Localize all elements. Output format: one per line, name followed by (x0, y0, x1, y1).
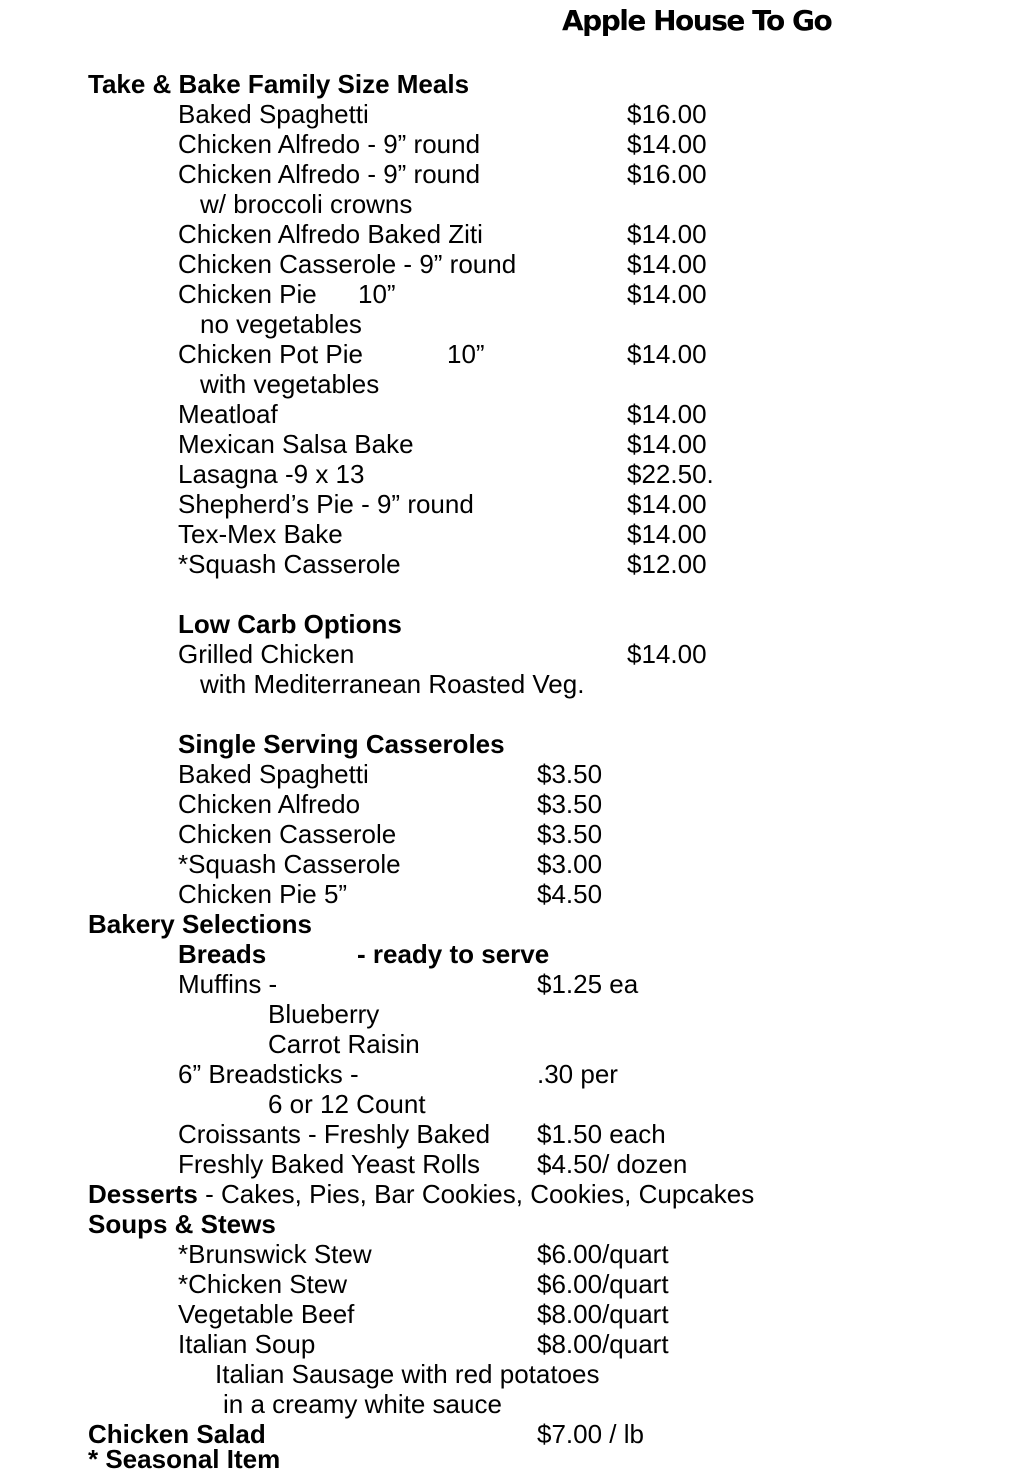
menu-item-price: $4.50/ dozen (537, 1149, 688, 1179)
menu-item-price: $3.00 (537, 849, 603, 879)
menu-item-price: $14.00 (627, 339, 707, 369)
menu-item-name: Chicken Pot Pie (178, 339, 363, 369)
subheading-breads-note: - ready to serve (357, 939, 550, 969)
menu-item-price: $16.00 (627, 159, 707, 189)
menu-item-name: 6” Breadsticks - (178, 1059, 359, 1089)
menu-item-price: $6.00/quart (537, 1239, 669, 1269)
menu-item-price: $8.00/quart (537, 1299, 669, 1329)
page-title: Apple House To Go (562, 4, 832, 37)
muffin-flavor: Blueberry (268, 999, 380, 1029)
menu-item-name: Chicken Alfredo Baked Ziti (178, 219, 483, 249)
section-heading-bakery: Bakery Selections (88, 909, 313, 939)
section-heading-chicken-salad: Chicken Salad (88, 1419, 266, 1449)
menu-item-name: Baked Spaghetti (178, 99, 369, 129)
menu-item-name: *Chicken Stew (178, 1269, 348, 1299)
section-heading-single-serving: Single Serving Casseroles (178, 729, 505, 759)
menu-item-price: $1.50 each (537, 1119, 666, 1149)
menu-item-note: Italian Sausage with red potatoes (215, 1359, 600, 1389)
menu-item-name: *Squash Casserole (178, 549, 401, 579)
menu-item-name: Chicken Alfredo - 9” round (178, 159, 481, 189)
menu-item-price: $14.00 (627, 219, 707, 249)
menu-item-note: no vegetables (200, 309, 362, 339)
menu-item-name: Grilled Chicken (178, 639, 355, 669)
menu-item-price: $6.00/quart (537, 1269, 669, 1299)
menu-item-name: Croissants - Freshly Baked (178, 1119, 491, 1149)
menu-item-name: Lasagna -9 x 13 (178, 459, 365, 489)
menu-item-price: $14.00 (627, 489, 707, 519)
menu-item-note: with Mediterranean Roasted Veg. (200, 669, 585, 699)
section-heading-take-bake: Take & Bake Family Size Meals (88, 69, 470, 99)
menu-item-size: 10” (358, 279, 396, 309)
menu-item-name: Mexican Salsa Bake (178, 429, 414, 459)
section-heading-desserts: Desserts (88, 1179, 198, 1209)
menu-item-price: .30 per (537, 1059, 618, 1089)
menu-item-name: Meatloaf (178, 399, 278, 429)
menu-item-name: Chicken Pie (178, 279, 317, 309)
menu-item-name: Chicken Alfredo (178, 789, 361, 819)
menu-item-note: in a creamy white sauce (223, 1389, 502, 1419)
menu-item-name: *Brunswick Stew (178, 1239, 372, 1269)
menu-item-name: Chicken Casserole - 9” round (178, 249, 517, 279)
menu-item-name: *Squash Casserole (178, 849, 401, 879)
menu-item-price: $3.50 (537, 759, 603, 789)
menu-item-price: $14.00 (627, 639, 707, 669)
menu-item-name: Shepherd’s Pie - 9” round (178, 489, 474, 519)
footnote-seasonal: * Seasonal Item (88, 1444, 281, 1474)
menu-item-note: 6 or 12 Count (268, 1089, 426, 1119)
menu-item-name: Baked Spaghetti (178, 759, 369, 789)
menu-item-price: $4.50 (537, 879, 603, 909)
menu-item-price: $3.50 (537, 789, 603, 819)
menu-item-price: $12.00 (627, 549, 707, 579)
menu-item-name: Vegetable Beef (178, 1299, 355, 1329)
menu-item-note: with vegetables (200, 369, 380, 399)
menu-item-name: Freshly Baked Yeast Rolls (178, 1149, 481, 1179)
menu-item-price: $22.50. (627, 459, 714, 489)
section-heading-soups: Soups & Stews (88, 1209, 276, 1239)
menu-item-price: $7.00 / lb (537, 1419, 644, 1449)
subheading-breads: Breads (178, 939, 267, 969)
menu-item-price: $14.00 (627, 129, 707, 159)
menu-item-price: $3.50 (537, 819, 603, 849)
menu-item-name: Chicken Casserole (178, 819, 397, 849)
desserts-description: - Cakes, Pies, Bar Cookies, Cookies, Cupcakes (197, 1179, 755, 1209)
menu-item-price: $14.00 (627, 249, 707, 279)
menu-item-name: Tex-Mex Bake (178, 519, 343, 549)
menu-item-note: w/ broccoli crowns (200, 189, 413, 219)
menu-item-name: Chicken Pie 5” (178, 879, 348, 909)
menu-item-price: $1.25 ea (537, 969, 639, 999)
menu-item-name: Italian Soup (178, 1329, 316, 1359)
menu-item-price: $14.00 (627, 279, 707, 309)
section-heading-low-carb: Low Carb Options (178, 609, 402, 639)
menu-item-name: Muffins - (178, 969, 278, 999)
menu-item-size: 10” (447, 339, 485, 369)
menu-item-price: $14.00 (627, 519, 707, 549)
menu-item-name: Chicken Alfredo - 9” round (178, 129, 481, 159)
menu-item-price: $8.00/quart (537, 1329, 669, 1359)
muffin-flavor: Carrot Raisin (268, 1029, 420, 1059)
menu-item-price: $14.00 (627, 399, 707, 429)
menu-item-price: $14.00 (627, 429, 707, 459)
desserts-line (88, 1179, 754, 1209)
menu-item-price: $16.00 (627, 99, 707, 129)
